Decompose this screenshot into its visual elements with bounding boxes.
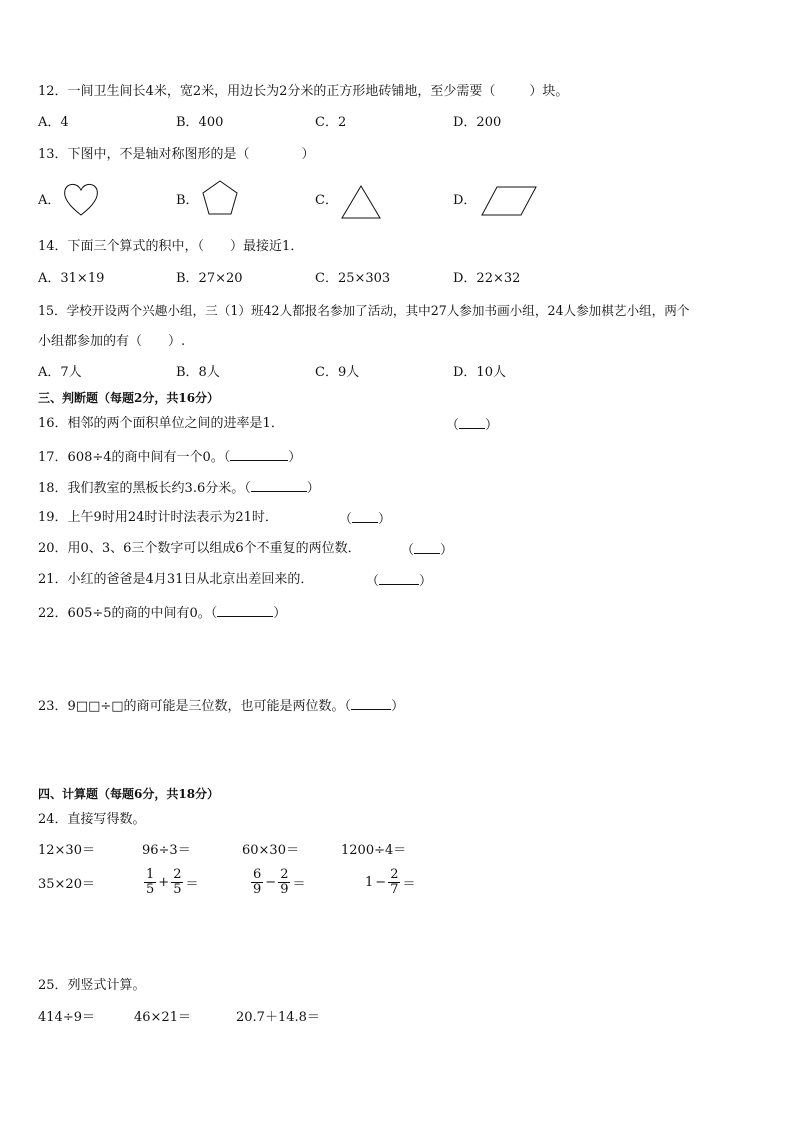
fraction: $\frac{2}{7}$ (390, 867, 399, 897)
q22-stem: 22．605÷5的商的中间有0。（ (38, 606, 218, 621)
q17-close: ） (288, 450, 302, 465)
fraction: $\frac{6}{9}$ (253, 867, 262, 897)
q13-stem (38, 147, 315, 163)
q19-answer-blank[interactable] (339, 510, 391, 528)
q16-stem: 16．相邻的两个面积单位之间的进率是1． (38, 416, 284, 431)
parallelogram-icon (481, 186, 537, 216)
fraction: $\frac{2}{5}$ (173, 867, 182, 897)
q24-stem: 24．直接写得数。 (38, 812, 146, 827)
q23-close: ） (391, 699, 405, 714)
q16-open: （ (446, 418, 460, 433)
q19-close: ） (378, 512, 392, 527)
q19-open: （ (339, 512, 353, 527)
q18-text[interactable] (38, 479, 320, 497)
q16-answer-blank[interactable] (446, 416, 498, 434)
q15-option-b[interactable]: B．8人 (176, 365, 220, 380)
q25-item-2: 46×21＝ (134, 1010, 191, 1025)
q25-item-1: 414÷9＝ (38, 1010, 95, 1025)
section-3-heading: 三、判断题（每题2分，共16分） (38, 391, 220, 405)
q14-option-c[interactable]: C．25×303 (315, 271, 391, 286)
fraction: $\frac{1}{5}$ (146, 867, 155, 897)
q16-close: ） (485, 418, 499, 433)
q25-stem: 25．列竖式计算。 (38, 978, 146, 993)
q18-stem: 18．我们教室的黑板长约3.6分米。（ (38, 481, 251, 496)
heart-icon (62, 181, 100, 217)
q15-stem-line2: 小组都参加的有（ ）. (38, 334, 186, 349)
fraction: $\frac{2}{9}$ (280, 867, 289, 897)
q23-stem: 23．9□□÷□的商可能是三位数，也可能是两位数。（ (38, 699, 352, 714)
q23-text[interactable] (38, 697, 404, 715)
operator: − (265, 875, 277, 890)
section-4-heading: 四、计算题（每题6分，共18分） (38, 787, 220, 801)
q24-item-4: 1200÷4＝ (341, 843, 407, 858)
q15-option-d[interactable]: D．10人 (453, 365, 506, 380)
q13-stem-end: ） (301, 147, 315, 162)
q19-stem: 19．上午9时用24时计时法表示为21时． (38, 510, 278, 525)
pentagon-icon (201, 180, 239, 216)
equals: ＝ (185, 877, 199, 892)
operator: − (375, 875, 387, 890)
equals: ＝ (402, 877, 416, 892)
q14-option-b[interactable]: B．27×20 (176, 271, 243, 286)
q20-close: ） (440, 543, 454, 558)
q24-item-1: 12×30＝ (38, 843, 95, 858)
q20-open: （ (401, 543, 415, 558)
q15-stem-line1: 15．学校开设两个兴趣小组，三（1）班42人都报名参加了活动，其中27人参加书画小组，24人参加棋艺小组，两个 (38, 303, 690, 318)
q20-text (38, 541, 361, 557)
q17-text[interactable] (38, 448, 301, 466)
q22-text[interactable] (38, 604, 286, 622)
q13-option-b-label[interactable]: B． (176, 193, 199, 208)
q12-option-b[interactable]: B．400 (176, 115, 224, 130)
q17-stem: 17．608÷4的商中间有一个0。（ (38, 450, 231, 465)
triangle-icon (341, 185, 381, 219)
q24-fraction-expr-2 (250, 868, 306, 897)
q13-option-c-label[interactable]: C． (315, 193, 338, 208)
q20-stem: 20．用0、3、6三个数字可以组成6个不重复的两位数． (38, 541, 361, 556)
q25-item-3: 20.7＋14.8＝ (236, 1010, 320, 1025)
q14-option-d[interactable]: D．22×32 (453, 271, 521, 286)
q12-stem (38, 84, 568, 100)
q21-open: （ (366, 574, 380, 589)
q12-option-c[interactable]: C．2 (315, 115, 347, 130)
q15-option-a[interactable]: A．7人 (38, 365, 82, 380)
q21-answer-blank[interactable] (366, 572, 432, 590)
q24-item-2: 96÷3＝ (142, 843, 191, 858)
q21-text (38, 572, 313, 588)
q19-text (38, 510, 278, 526)
q20-answer-blank[interactable] (401, 541, 453, 559)
q18-close: ） (306, 481, 320, 496)
q22-close: ） (273, 606, 287, 621)
q16-text (38, 416, 284, 432)
q21-close: ） (419, 574, 433, 589)
q12-option-d[interactable]: D．200 (453, 115, 502, 130)
q12-stem-text: 12．一间卫生间长4米，宽2米，用边长为2分米的正方形地砖铺地，至少需要（ (38, 84, 496, 99)
q15-option-c[interactable]: C．9人 (315, 365, 360, 380)
whole-number: 1 (365, 875, 374, 890)
q13-option-a-label[interactable]: A． (38, 193, 61, 208)
q13-option-d-label[interactable]: D． (453, 193, 477, 208)
q14-option-a[interactable]: A．31×19 (38, 271, 105, 286)
q12-option-a[interactable]: A．4 (38, 115, 69, 130)
q24-item-5: 35×20＝ (38, 877, 95, 892)
operator: + (158, 875, 170, 890)
q24-item-3: 60×30＝ (242, 843, 299, 858)
q13-stem-text: 13．下图中，不是轴对称图形的是（ (38, 147, 250, 162)
q21-stem: 21．小红的爸爸是4月31日从北京出差回来的． (38, 572, 314, 587)
q24-fraction-expr-3 (364, 868, 416, 897)
q14-stem: 14．下面三个算式的积中，（ ）最接近1． (38, 239, 304, 254)
equals: ＝ (292, 877, 306, 892)
q12-stem-end: ）块。 (529, 84, 569, 99)
q24-fraction-expr-1 (143, 868, 199, 897)
